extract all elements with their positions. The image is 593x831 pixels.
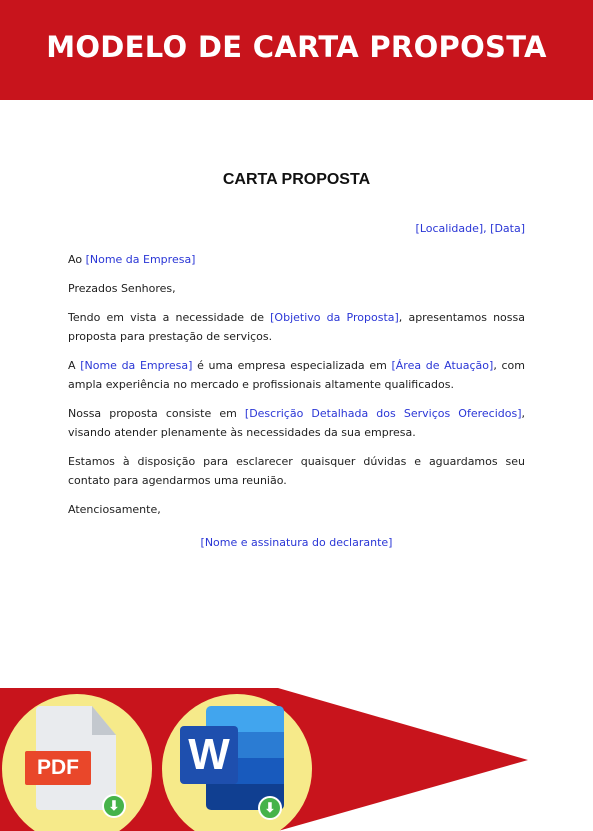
download-icon: ⬇ bbox=[102, 794, 126, 818]
letter-title: CARTA PROPOSTA bbox=[222, 171, 371, 188]
place-date bbox=[68, 219, 525, 238]
paragraph-objective bbox=[68, 308, 525, 346]
p2-text-after: , com ampla experiência no mercado e profissionais altamente qualificados. bbox=[68, 359, 525, 391]
p1-text-before: Tendo em vista a necessidade de bbox=[68, 311, 271, 324]
place-date-placeholder: [Localidade], [Data] bbox=[415, 222, 525, 235]
p2-text-middle: é uma empresa especializada em bbox=[192, 359, 392, 372]
signature-line bbox=[68, 533, 525, 552]
services-placeholder: [Descrição Detalhada dos Serviços Oferecidos] bbox=[244, 407, 522, 420]
paragraph-services bbox=[68, 404, 525, 442]
signature-placeholder: [Nome e assinatura do declarante] bbox=[200, 536, 393, 549]
company-name-placeholder: [Nome da Empresa] bbox=[80, 359, 193, 372]
closing: Atenciosamente, bbox=[68, 503, 161, 516]
page-title: MODELO DE CARTA PROPOSTA bbox=[46, 30, 547, 64]
download-icon: ⬇ bbox=[258, 796, 282, 820]
p1-text-after: , apresentamos nossa proposta para prestação de serviços. bbox=[68, 311, 525, 343]
letter-document bbox=[68, 170, 525, 552]
area-placeholder: [Área de Atuação] bbox=[391, 359, 494, 372]
header-banner bbox=[0, 0, 593, 100]
recipient-prefix: Ao bbox=[68, 253, 86, 266]
objective-placeholder: [Objetivo da Proposta] bbox=[270, 311, 399, 324]
p3-text-before: Nossa proposta consiste em bbox=[68, 407, 245, 420]
p2-text-before: A bbox=[68, 359, 81, 372]
p3-text-after: , visando atender plenamente às necessidades da sua empresa. bbox=[68, 407, 525, 439]
download-footer bbox=[0, 688, 593, 831]
recipient-line bbox=[68, 250, 525, 269]
paragraph-availability: Estamos à disposição para esclarecer quaisquer dúvidas e aguardamos seu contato para agendarmos uma reunião. bbox=[68, 455, 525, 487]
paragraph-company bbox=[68, 356, 525, 394]
word-letter-badge: W bbox=[180, 726, 238, 784]
pdf-label: PDF bbox=[25, 751, 91, 785]
greeting: Prezados Senhores, bbox=[68, 282, 176, 295]
recipient-placeholder: [Nome da Empresa] bbox=[85, 253, 196, 266]
